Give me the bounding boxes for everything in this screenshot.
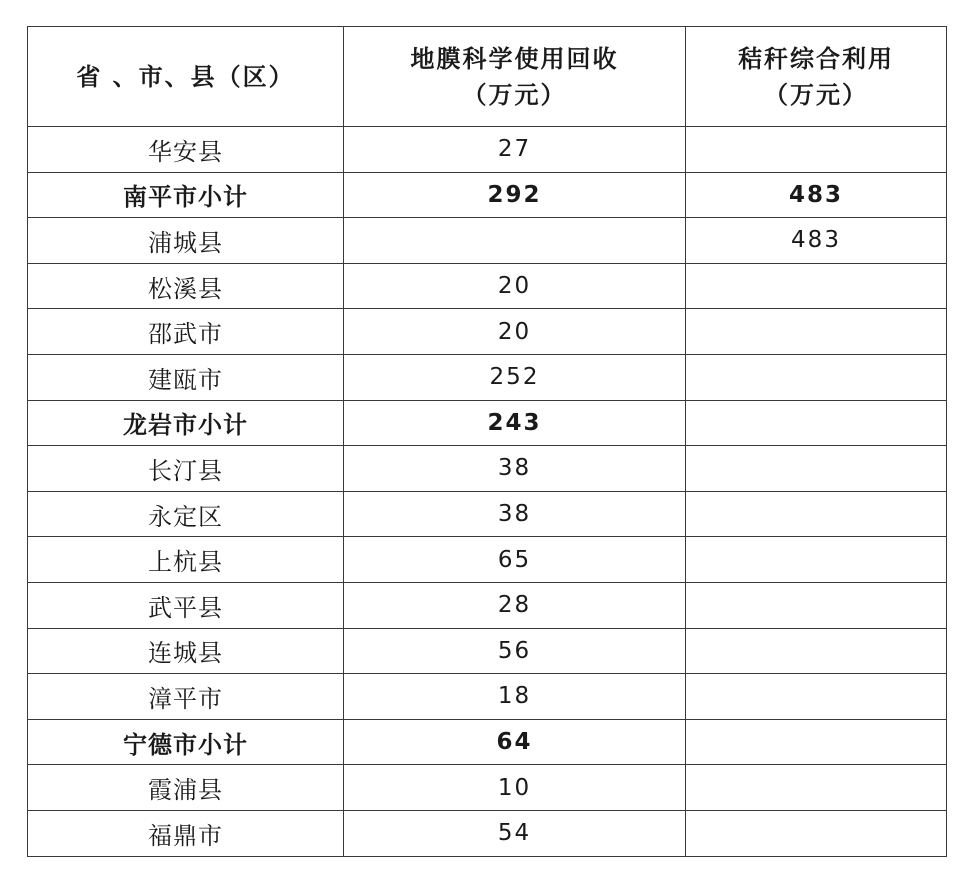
table-row	[28, 765, 947, 811]
cell-region: 宁德市小计	[28, 719, 344, 765]
table-row	[28, 628, 947, 674]
cell-film-recycling: 28	[344, 582, 686, 628]
table-row	[28, 719, 947, 765]
cell-region: 福鼎市	[28, 810, 344, 856]
header-region	[28, 27, 344, 127]
cell-region: 华安县	[28, 127, 344, 173]
cell-straw-utilization	[686, 582, 947, 628]
cell-region: 邵武市	[28, 309, 344, 355]
cell-film-recycling: 20	[344, 309, 686, 355]
cell-straw-utilization	[686, 127, 947, 173]
cell-film-recycling: 64	[344, 719, 686, 765]
cell-film-recycling: 65	[344, 537, 686, 583]
cell-film-recycling: 20	[344, 263, 686, 309]
cell-straw-utilization	[686, 537, 947, 583]
cell-film-recycling: 27	[344, 127, 686, 173]
table-row	[28, 446, 947, 492]
header-film-line2: （万元）	[462, 80, 567, 109]
header-row	[28, 27, 947, 127]
cell-straw-utilization	[686, 446, 947, 492]
table-row	[28, 582, 947, 628]
table-row	[28, 400, 947, 446]
cell-region: 龙岩市小计	[28, 400, 344, 446]
table-header	[28, 27, 947, 127]
cell-straw-utilization	[686, 719, 947, 765]
header-region-line1: 省 、市、县（区）	[76, 62, 295, 91]
cell-film-recycling: 292	[344, 172, 686, 218]
header-film-line1: 地膜科学使用回收	[410, 44, 619, 73]
cell-region: 南平市小计	[28, 172, 344, 218]
table-row	[28, 263, 947, 309]
cell-straw-utilization: 483	[686, 218, 947, 264]
table-body	[28, 127, 947, 857]
cell-straw-utilization	[686, 354, 947, 400]
table-row	[28, 309, 947, 355]
cell-region: 浦城县	[28, 218, 344, 264]
cell-straw-utilization: 483	[686, 172, 947, 218]
cell-region: 建瓯市	[28, 354, 344, 400]
cell-region: 松溪县	[28, 263, 344, 309]
cell-straw-utilization	[686, 810, 947, 856]
table-row	[28, 810, 947, 856]
cell-film-recycling: 38	[344, 446, 686, 492]
cell-straw-utilization	[686, 628, 947, 674]
cell-region: 永定区	[28, 491, 344, 537]
cell-region: 霞浦县	[28, 765, 344, 811]
cell-straw-utilization	[686, 765, 947, 811]
cell-film-recycling: 252	[344, 354, 686, 400]
table-row	[28, 172, 947, 218]
table-row	[28, 127, 947, 173]
header-straw-utilization	[686, 27, 947, 127]
cell-straw-utilization	[686, 674, 947, 720]
cell-region: 上杭县	[28, 537, 344, 583]
cell-film-recycling: 38	[344, 491, 686, 537]
cell-region: 连城县	[28, 628, 344, 674]
cell-region: 漳平市	[28, 674, 344, 720]
cell-straw-utilization	[686, 309, 947, 355]
cell-straw-utilization	[686, 400, 947, 446]
header-straw-line2: （万元）	[764, 80, 868, 109]
table-row	[28, 491, 947, 537]
table-row	[28, 674, 947, 720]
cell-film-recycling: 10	[344, 765, 686, 811]
cell-region: 武平县	[28, 582, 344, 628]
cell-film-recycling: 56	[344, 628, 686, 674]
cell-film-recycling: 54	[344, 810, 686, 856]
cell-straw-utilization	[686, 491, 947, 537]
cell-film-recycling: 243	[344, 400, 686, 446]
cell-region: 长汀县	[28, 446, 344, 492]
header-straw-line1: 秸秆综合利用	[738, 44, 894, 73]
cell-straw-utilization	[686, 263, 947, 309]
cell-film-recycling: 18	[344, 674, 686, 720]
table-row	[28, 354, 947, 400]
funding-table	[27, 26, 947, 857]
table-row	[28, 537, 947, 583]
cell-film-recycling	[344, 218, 686, 264]
table-row	[28, 218, 947, 264]
header-film-recycling	[344, 27, 686, 127]
